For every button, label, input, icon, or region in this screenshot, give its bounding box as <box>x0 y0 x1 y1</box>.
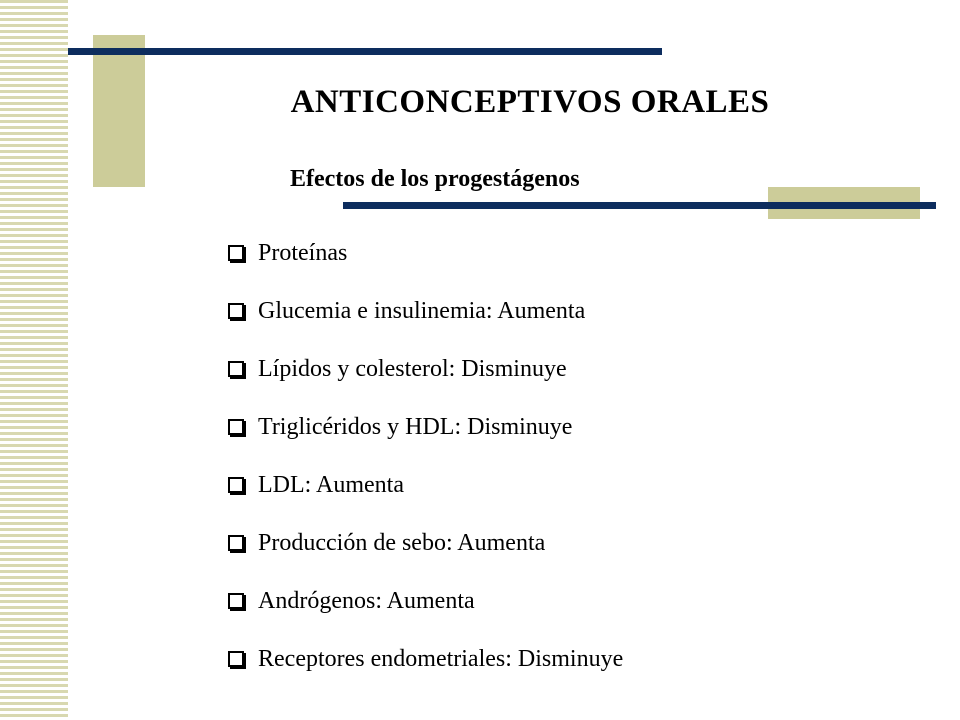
decorative-bar-top <box>68 48 662 55</box>
list-item <box>228 398 623 456</box>
list-item-text: Glucemia e insulinemia: Aumenta <box>258 297 586 324</box>
checkbox-bullet-icon <box>228 361 244 377</box>
list-item <box>228 456 623 514</box>
bullet-list <box>228 224 623 688</box>
list-item-text: LDL: Aumenta <box>258 471 404 498</box>
decorative-bar-middle <box>343 202 936 209</box>
list-item-text: Triglicéridos y HDL: Disminuye <box>258 413 573 440</box>
list-item-text: Proteínas <box>258 239 348 266</box>
list-item <box>228 282 623 340</box>
checkbox-bullet-icon <box>228 651 244 667</box>
checkbox-bullet-icon <box>228 245 244 261</box>
checkbox-bullet-icon <box>228 419 244 435</box>
list-item <box>228 224 623 282</box>
list-item-text: Lípidos y colesterol: Disminuye <box>258 355 567 382</box>
checkbox-bullet-icon <box>228 593 244 609</box>
list-item-text: Producción de sebo: Aumenta <box>258 529 546 556</box>
checkbox-bullet-icon <box>228 477 244 493</box>
checkbox-bullet-icon <box>228 535 244 551</box>
list-item-text: Receptores endometriales: Disminuye <box>258 645 624 672</box>
list-item <box>228 340 623 398</box>
slide-subtitle: Efectos de los progestágenos <box>290 166 580 192</box>
list-item-text: Andrógenos: Aumenta <box>258 587 475 614</box>
checkbox-bullet-icon <box>228 303 244 319</box>
slide-title: ANTICONCEPTIVOS ORALES <box>290 84 770 120</box>
list-item <box>228 514 623 572</box>
list-item <box>228 630 623 688</box>
list-item <box>228 572 623 630</box>
